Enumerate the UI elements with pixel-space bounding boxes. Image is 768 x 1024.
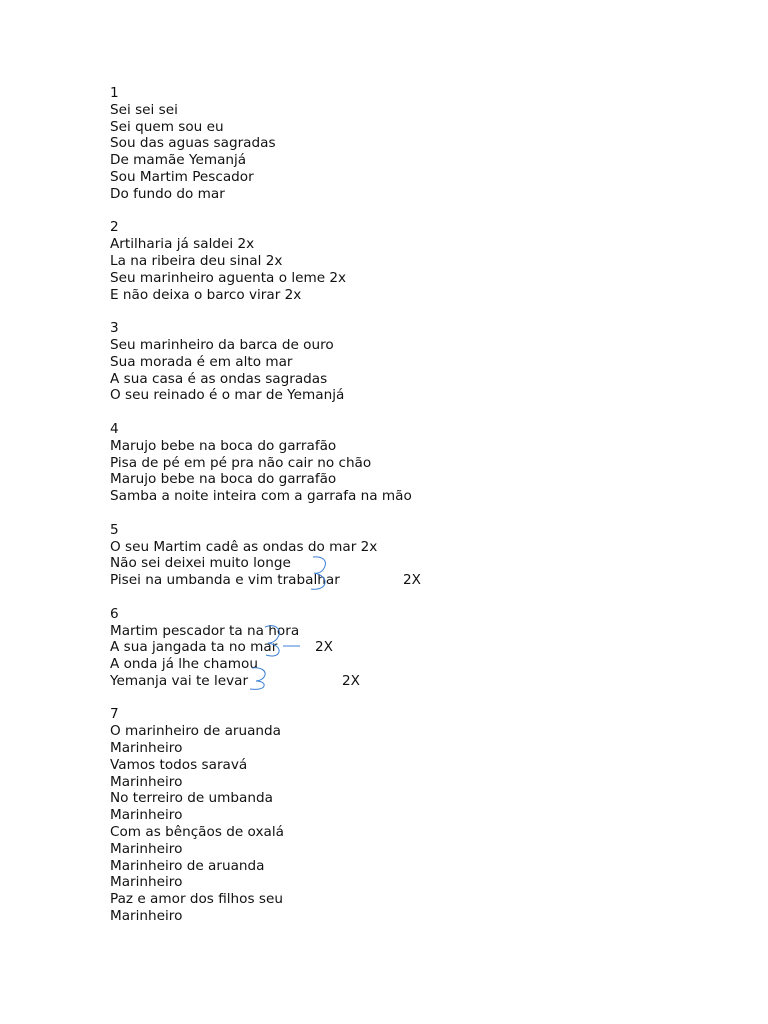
lyric-text: Pisei na umbanda e vim trabalhar — [110, 572, 340, 589]
lyric-line — [110, 471, 710, 488]
lyric-text: Não sei deixei muito longe — [110, 555, 291, 572]
stanza-2 — [110, 219, 710, 303]
lyric-line — [110, 253, 710, 270]
stanza-number: 6 — [110, 605, 119, 622]
lyric-text: Marinheiro — [110, 740, 183, 757]
lyric-text: O marinheiro de aruanda — [110, 723, 282, 740]
lyric-line — [110, 354, 710, 371]
lyric-line — [110, 891, 710, 908]
repeat-marker: 2X — [342, 672, 360, 689]
stanza-number: 4 — [110, 420, 119, 437]
lyric-text: Sei quem sou eu — [110, 118, 224, 135]
lyric-line — [110, 270, 710, 287]
lyric-text: La na ribeira deu sinal 2x — [110, 252, 283, 269]
lyric-text: Marinheiro de aruanda — [110, 857, 265, 874]
lyric-text: Pisa de pé em pé pra não cair no chão — [110, 454, 372, 471]
lyric-line — [110, 387, 710, 404]
lyric-line — [110, 287, 710, 304]
lyric-line — [110, 841, 710, 858]
lyric-line — [110, 790, 710, 807]
lyric-line — [110, 740, 710, 757]
lyric-text: Com as bênçãos de oxalá — [110, 824, 284, 841]
lyrics-document — [110, 85, 710, 942]
stanza-number: 2 — [110, 219, 119, 236]
lyric-line — [110, 337, 710, 354]
lyric-line — [110, 623, 710, 640]
lyric-text: Artilharia já saldei 2x — [110, 236, 255, 253]
lyric-line — [110, 774, 710, 791]
lyric-line — [110, 656, 710, 673]
lyric-text: Marinheiro — [110, 840, 183, 857]
lyric-line — [110, 371, 710, 388]
lyric-text: Yemanja vai te levar — [110, 672, 249, 689]
lyric-line — [110, 102, 710, 119]
lyric-text: Marinheiro — [110, 908, 183, 925]
lyric-line — [110, 908, 710, 925]
lyric-text: No terreiro de umbanda — [110, 790, 273, 807]
lyric-line — [110, 824, 710, 841]
lyric-text: Paz e amor dos filhos seu — [110, 891, 283, 908]
lyric-text: Martim pescador ta na hora — [110, 622, 300, 639]
lyric-text: Samba a noite inteira com a garrafa na mão — [110, 488, 412, 505]
lyric-text: A sua casa é as ondas sagradas — [110, 370, 328, 387]
lyric-line — [110, 152, 710, 169]
lyric-line — [110, 723, 710, 740]
lyric-text: Sei sei sei — [110, 101, 178, 118]
lyric-text: Sou das aguas sagradas — [110, 135, 276, 152]
lyric-line — [110, 169, 710, 186]
lyric-line — [110, 186, 710, 203]
lyric-text: Seu marinheiro da barca de ouro — [110, 336, 334, 353]
lyric-text: Marinheiro — [110, 874, 183, 891]
lyric-line — [110, 639, 710, 656]
lyric-text: Marujo bebe na boca do garrafão — [110, 471, 337, 488]
lyric-text: De mamãe Yemanjá — [110, 152, 247, 169]
lyric-line — [110, 673, 710, 690]
lyric-text: O seu reinado é o mar de Yemanjá — [110, 387, 345, 404]
lyric-line — [110, 874, 710, 891]
lyric-text: Sua morada é em alto mar — [110, 353, 293, 370]
lyric-line — [110, 438, 710, 455]
lyric-text: E não deixa o barco virar 2x — [110, 286, 302, 303]
lyric-text: Seu marinheiro aguenta o leme 2x — [110, 269, 347, 286]
lyric-text: Marinheiro — [110, 807, 183, 824]
stanza-number: 1 — [110, 85, 119, 101]
lyric-text: A onda já lhe chamou — [110, 656, 258, 673]
lyric-line — [110, 119, 710, 136]
lyric-line — [110, 135, 710, 152]
stanza-number: 5 — [110, 521, 119, 538]
stanza-1 — [110, 85, 710, 203]
lyric-text: Marinheiro — [110, 773, 183, 790]
stanza-6 — [110, 606, 710, 690]
lyric-text: Sou Martim Pescador — [110, 168, 254, 185]
lyric-text: Do fundo do mar — [110, 185, 225, 202]
lyric-text: Marujo bebe na boca do garrafão — [110, 437, 337, 454]
lyric-line — [110, 236, 710, 253]
stanza-4 — [110, 421, 710, 505]
stanza-5 — [110, 522, 710, 589]
stanza-number: 3 — [110, 320, 119, 337]
lyric-line — [110, 807, 710, 824]
repeat-marker: 2X — [315, 639, 333, 656]
stanza-7 — [110, 706, 710, 924]
repeat-marker: 2X — [403, 572, 421, 589]
lyric-text: Vamos todos saravá — [110, 756, 248, 773]
stanza-3 — [110, 320, 710, 404]
lyric-line — [110, 555, 710, 572]
stanza-number: 7 — [110, 706, 119, 723]
lyric-line — [110, 572, 710, 589]
lyric-text: A sua jangada ta no mar — [110, 639, 278, 656]
lyric-line — [110, 488, 710, 505]
lyric-line — [110, 455, 710, 472]
lyric-line — [110, 539, 710, 556]
lyric-line — [110, 757, 710, 774]
lyric-text: O seu Martim cadê as ondas do mar 2x — [110, 538, 378, 555]
lyric-line — [110, 858, 710, 875]
